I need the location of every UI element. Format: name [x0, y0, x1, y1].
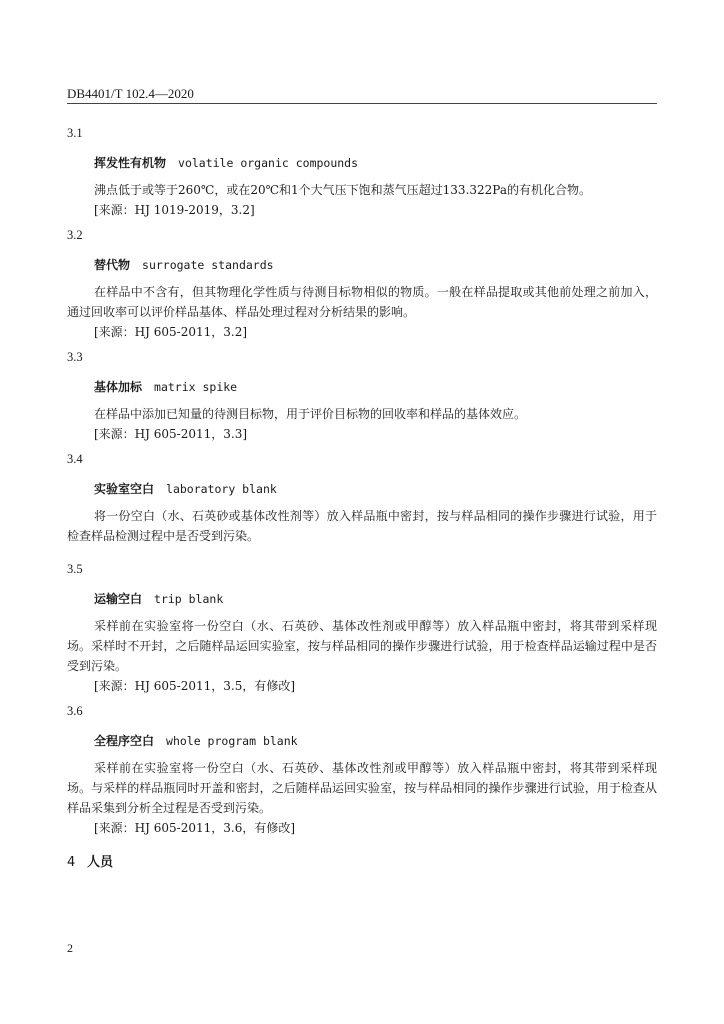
term-spacer [67, 546, 657, 556]
term-title [67, 377, 657, 397]
term-title-en: volatile organic compounds [178, 156, 359, 170]
term-title-zh: 全程序空白 [94, 734, 155, 748]
term-entry [67, 702, 657, 838]
term-definition: 采样前在实验室将一份空白（水、石英砂、基体改性剂或甲醇等）放入样品瓶中密封，将其带到采样现场。采样时不开封，之后随样品运回实验室，按与样品相同的操作步骤进行试验，用于检查样品运输过程中是否受到污染。 [67, 619, 657, 673]
term-source: [来源：HJ 605-2011，3.5，有修改] [94, 679, 296, 693]
term-entry [67, 348, 657, 444]
term-title-en: trip blank [154, 592, 224, 606]
term-definition: 采样前在实验室将一份空白（水、石英砂、基体改性剂或甲醇等）放入样品瓶中密封，将其带到采样现场。与采样的样品瓶同时开盖和密封，之后随样品运回实验室，按与样品相同的操作步骤进行试验，用于检查从样品采集到分析全过程是否受到污染。 [67, 761, 657, 815]
term-title-zh: 运输空白 [94, 592, 143, 606]
term-number: 3.3 [67, 350, 83, 364]
term-number: 3.1 [67, 126, 83, 140]
terms-list [67, 120, 657, 844]
term-title-zh: 基体加标 [94, 380, 143, 394]
term-title-en: laboratory blank [166, 482, 277, 496]
term-title-zh: 挥发性有机物 [94, 156, 167, 170]
page-number: 2 [67, 941, 73, 955]
term-source: [来源：HJ 605-2011，3.6，有修改] [94, 821, 296, 835]
term-entry [67, 560, 657, 696]
term-title-zh: 实验室空白 [94, 482, 155, 496]
term-title-zh: 替代物 [94, 258, 131, 272]
term-entry [67, 450, 657, 556]
term-entry [67, 226, 657, 342]
term-source: [来源：HJ 605-2011，3.2] [94, 325, 248, 339]
term-title-en: surrogate standards [142, 258, 274, 272]
section-number: 4 [67, 855, 76, 870]
term-definition: 将一份空白（水、石英砂或基体改性剂等）放入样品瓶中密封，按与样品相同的操作步骤进行试验，用于检查样品检测过程中是否受到污染。 [67, 509, 657, 543]
section-heading [67, 851, 113, 870]
term-number: 3.4 [67, 452, 83, 466]
term-source: [来源：HJ 1019-2019，3.2] [94, 203, 255, 217]
term-number: 3.6 [67, 704, 83, 718]
term-number: 3.5 [67, 562, 83, 576]
term-number: 3.2 [67, 228, 83, 242]
document-id: DB4401/T 102.4—2020 [67, 86, 194, 101]
term-title-en: matrix spike [154, 380, 238, 394]
term-definition: 在样品中不含有，但其物理化学性质与待测目标物相似的物质。一般在样品提取或其他前处理之前加入，通过回收率可以评价样品基体、样品处理过程对分析结果的影响。 [67, 285, 657, 319]
term-entry [67, 124, 657, 220]
term-source: [来源：HJ 605-2011，3.3] [94, 427, 248, 441]
term-title-en: whole program blank [166, 734, 298, 748]
term-title [67, 731, 657, 751]
term-title [67, 479, 657, 499]
term-title [67, 589, 657, 609]
section-title: 人员 [87, 855, 114, 870]
term-definition: 在样品中添加已知量的待测目标物，用于评价目标物的回收率和样品的基体效应。 [94, 407, 527, 421]
header-rule [67, 103, 657, 104]
term-title [67, 153, 657, 173]
term-definition: 沸点低于或等于260℃，或在20℃和1个大气压下饱和蒸气压超过133.322Pa的有机化合物。 [94, 183, 591, 197]
term-title [67, 255, 657, 275]
